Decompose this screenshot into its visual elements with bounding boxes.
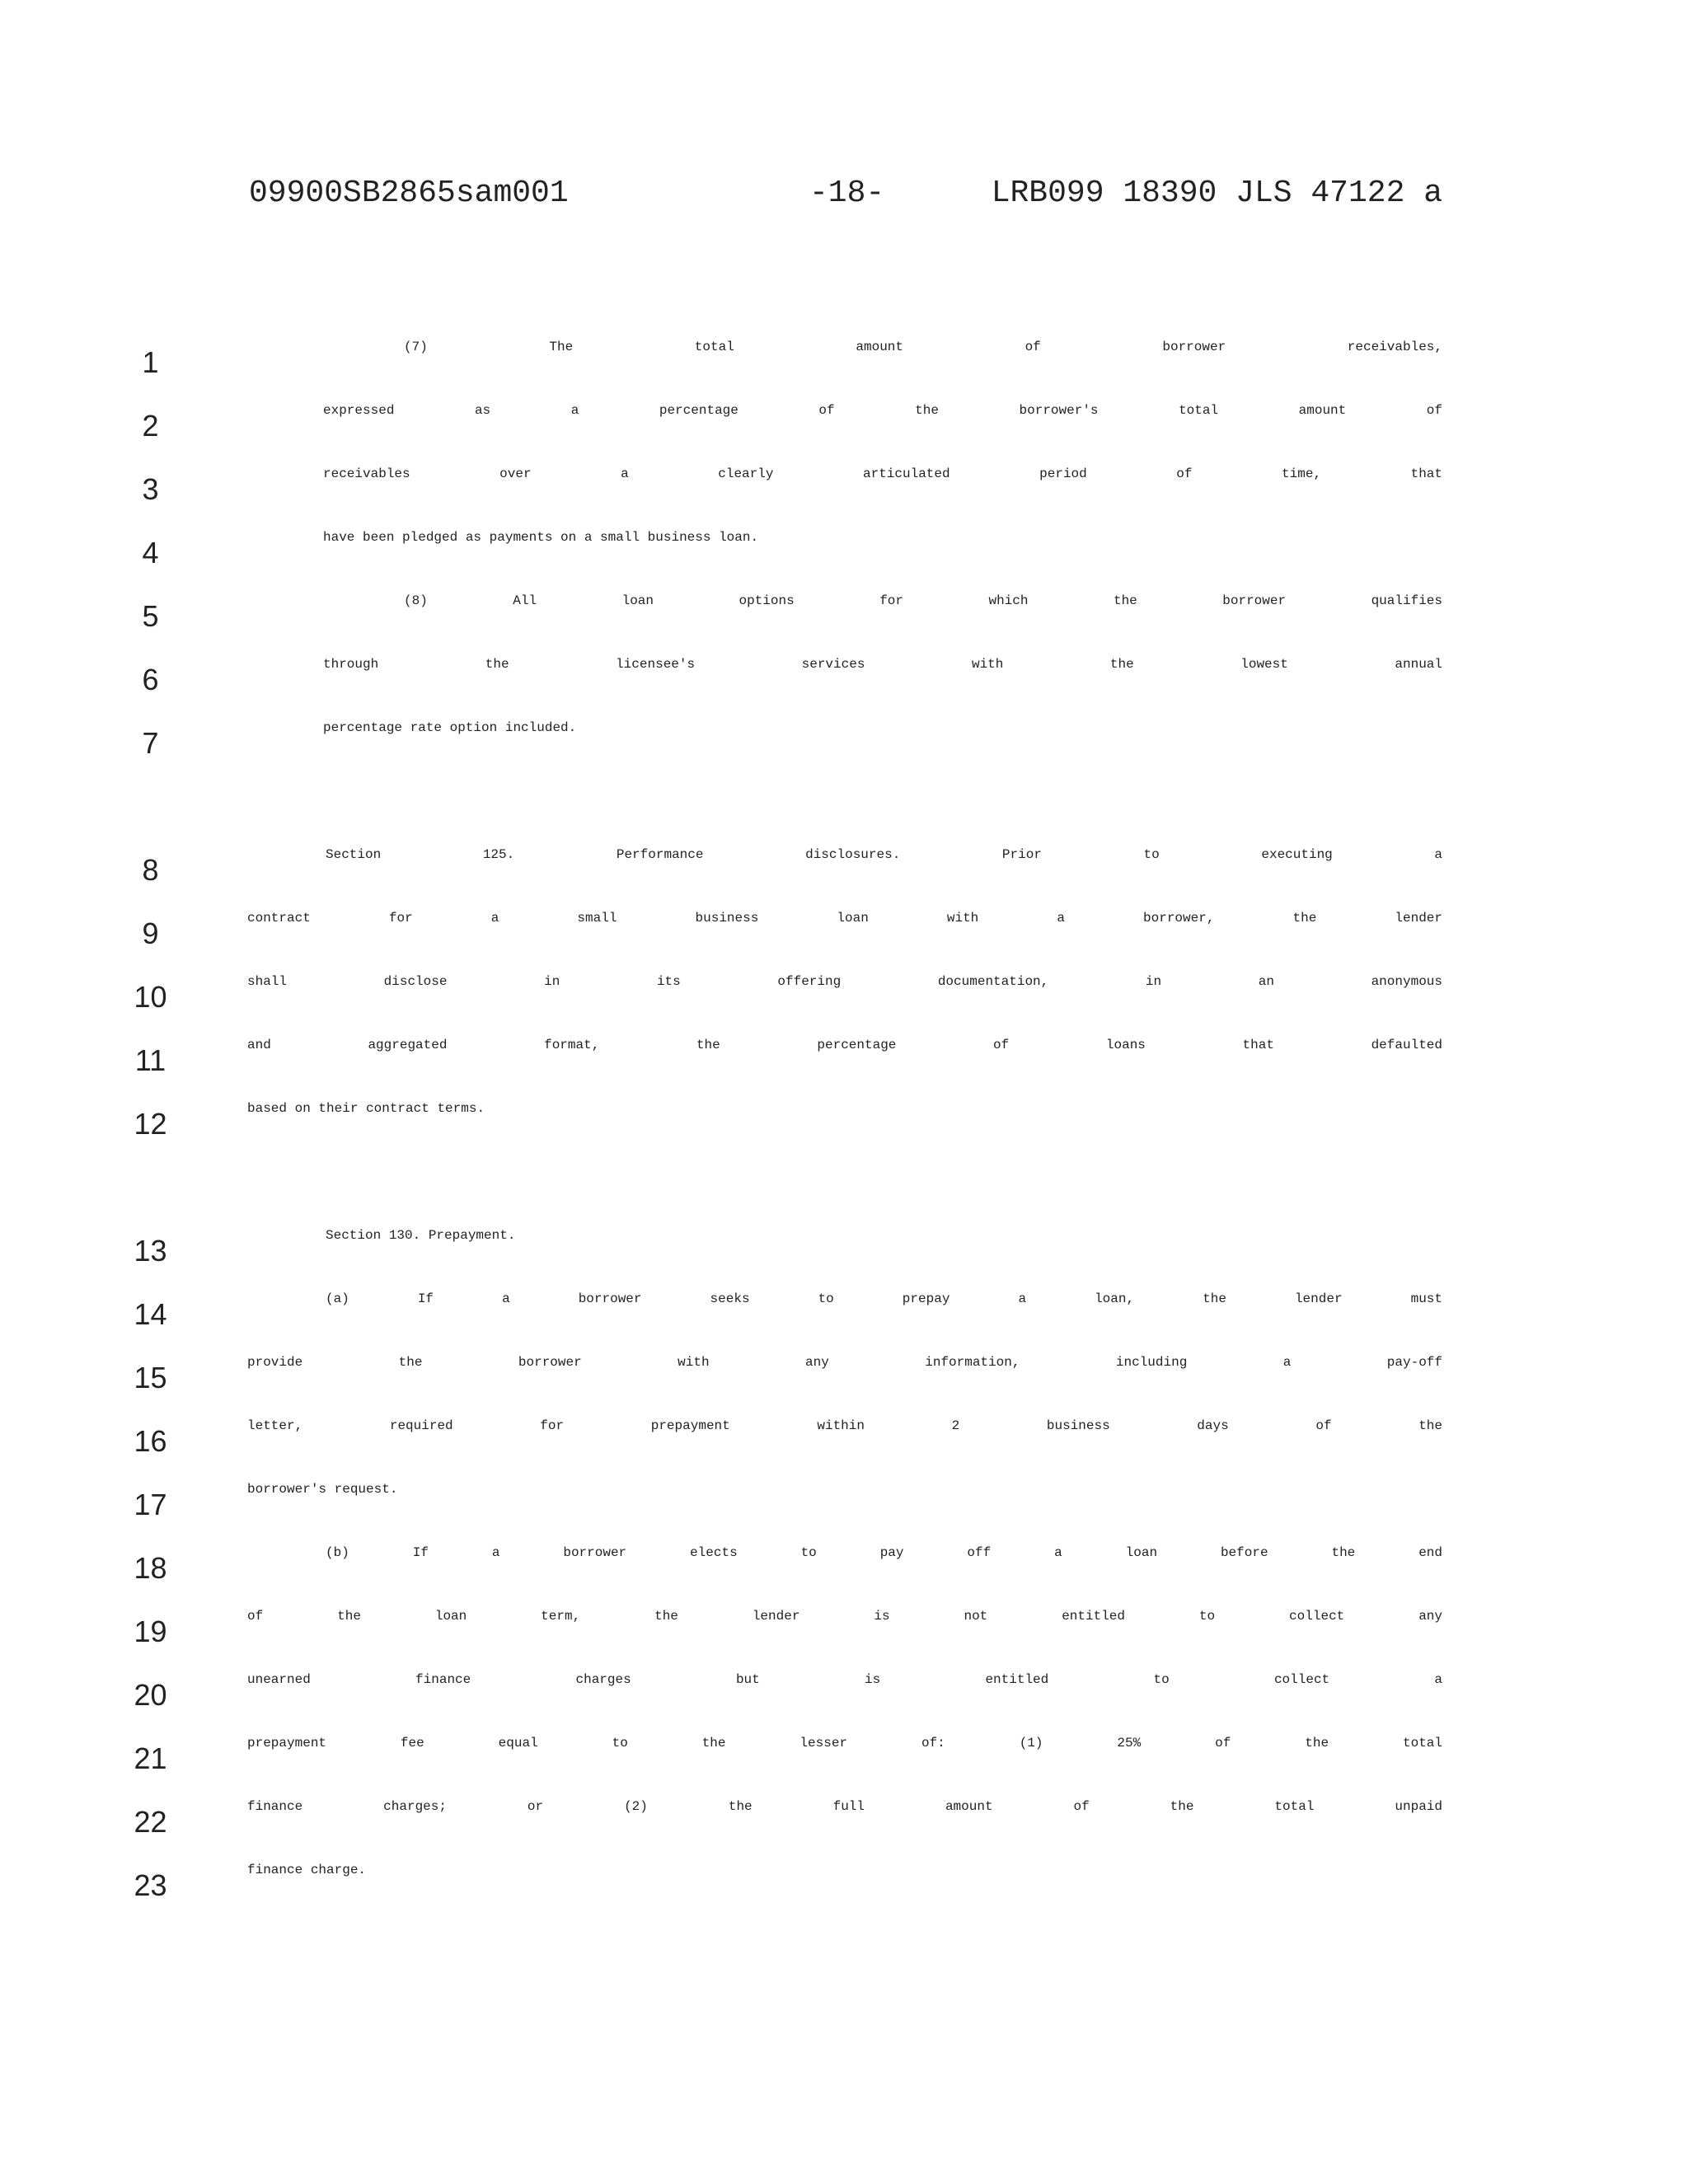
line-number: 22 — [134, 1805, 167, 1839]
line-text: expressed as a percentage of the borrower's total amount of — [323, 403, 1442, 418]
line-text: (7) The total amount of borrower receivables, — [404, 340, 1442, 354]
line-text: finance charge. — [247, 1863, 367, 1877]
line-text: provide the borrower with any information, including a pay-off — [247, 1355, 1442, 1370]
line-number: 6 — [142, 663, 159, 696]
line-number: 15 — [134, 1361, 167, 1394]
line-number: 8 — [142, 853, 159, 887]
line-text: letter, required for prepayment within 2 business days of the — [247, 1418, 1442, 1433]
line-number: 20 — [134, 1678, 167, 1712]
line-text: borrower's request. — [247, 1482, 398, 1497]
line-text: and aggregated format, the percentage of loans that defaulted — [247, 1038, 1442, 1052]
line-text: based on their contract terms. — [247, 1101, 485, 1116]
line-number: 21 — [134, 1741, 167, 1775]
line-number: 16 — [134, 1424, 167, 1458]
line-text: unearned finance charges but is entitled to collect a — [247, 1672, 1442, 1687]
line-text: Section 130. Prepayment. — [326, 1228, 516, 1243]
line-number: 2 — [142, 409, 159, 443]
line-number: 3 — [142, 472, 159, 506]
line-number: 14 — [134, 1297, 167, 1331]
line-number: 13 — [134, 1234, 167, 1268]
line-number: 4 — [142, 536, 159, 569]
line-text: shall disclose in its offering documentation, in an anonymous — [247, 974, 1442, 989]
line-text: of the loan term, the lender is not entitled to collect any — [247, 1609, 1442, 1624]
line-text: Section 125. Performance disclosures. Prior to executing a — [326, 847, 1442, 862]
line-text: contract for a small business loan with a borrower, the lender — [247, 911, 1442, 926]
line-number: 9 — [142, 916, 159, 950]
line-text: through the licensee's services with the lowest annual — [323, 657, 1442, 672]
line-text: finance charges; or (2) the full amount of the total unpaid — [247, 1799, 1442, 1814]
line-number: 23 — [134, 1868, 167, 1902]
line-text: (8) All loan options for which the borrower qualifies — [404, 593, 1442, 608]
line-number: 19 — [134, 1615, 167, 1648]
line-text: have been pledged as payments on a small business loan. — [323, 530, 759, 545]
line-text: percentage rate option included. — [323, 720, 577, 735]
line-text: (a) If a borrower seeks to prepay a loan, the lender must — [326, 1291, 1442, 1306]
line-text: receivables over a clearly articulated period of time, that — [323, 466, 1442, 481]
line-number: 11 — [134, 1043, 166, 1077]
lrb-reference: LRB099 18390 JLS 47122 a — [991, 176, 1442, 211]
page-header — [249, 173, 1442, 214]
line-number: 17 — [134, 1488, 167, 1521]
line-number: 10 — [134, 980, 167, 1014]
line-number: 7 — [142, 726, 159, 760]
line-text: (b) If a borrower elects to pay off a loan before the end — [326, 1545, 1442, 1560]
line-number: 5 — [142, 599, 159, 633]
page-number: -18- — [809, 176, 885, 211]
line-number: 1 — [142, 345, 159, 379]
line-text: prepayment fee equal to the lesser of: (1) 25% of the total — [247, 1736, 1442, 1750]
document-id: 09900SB2865sam001 — [249, 176, 569, 211]
line-number: 18 — [134, 1551, 167, 1585]
line-number: 12 — [134, 1107, 167, 1141]
